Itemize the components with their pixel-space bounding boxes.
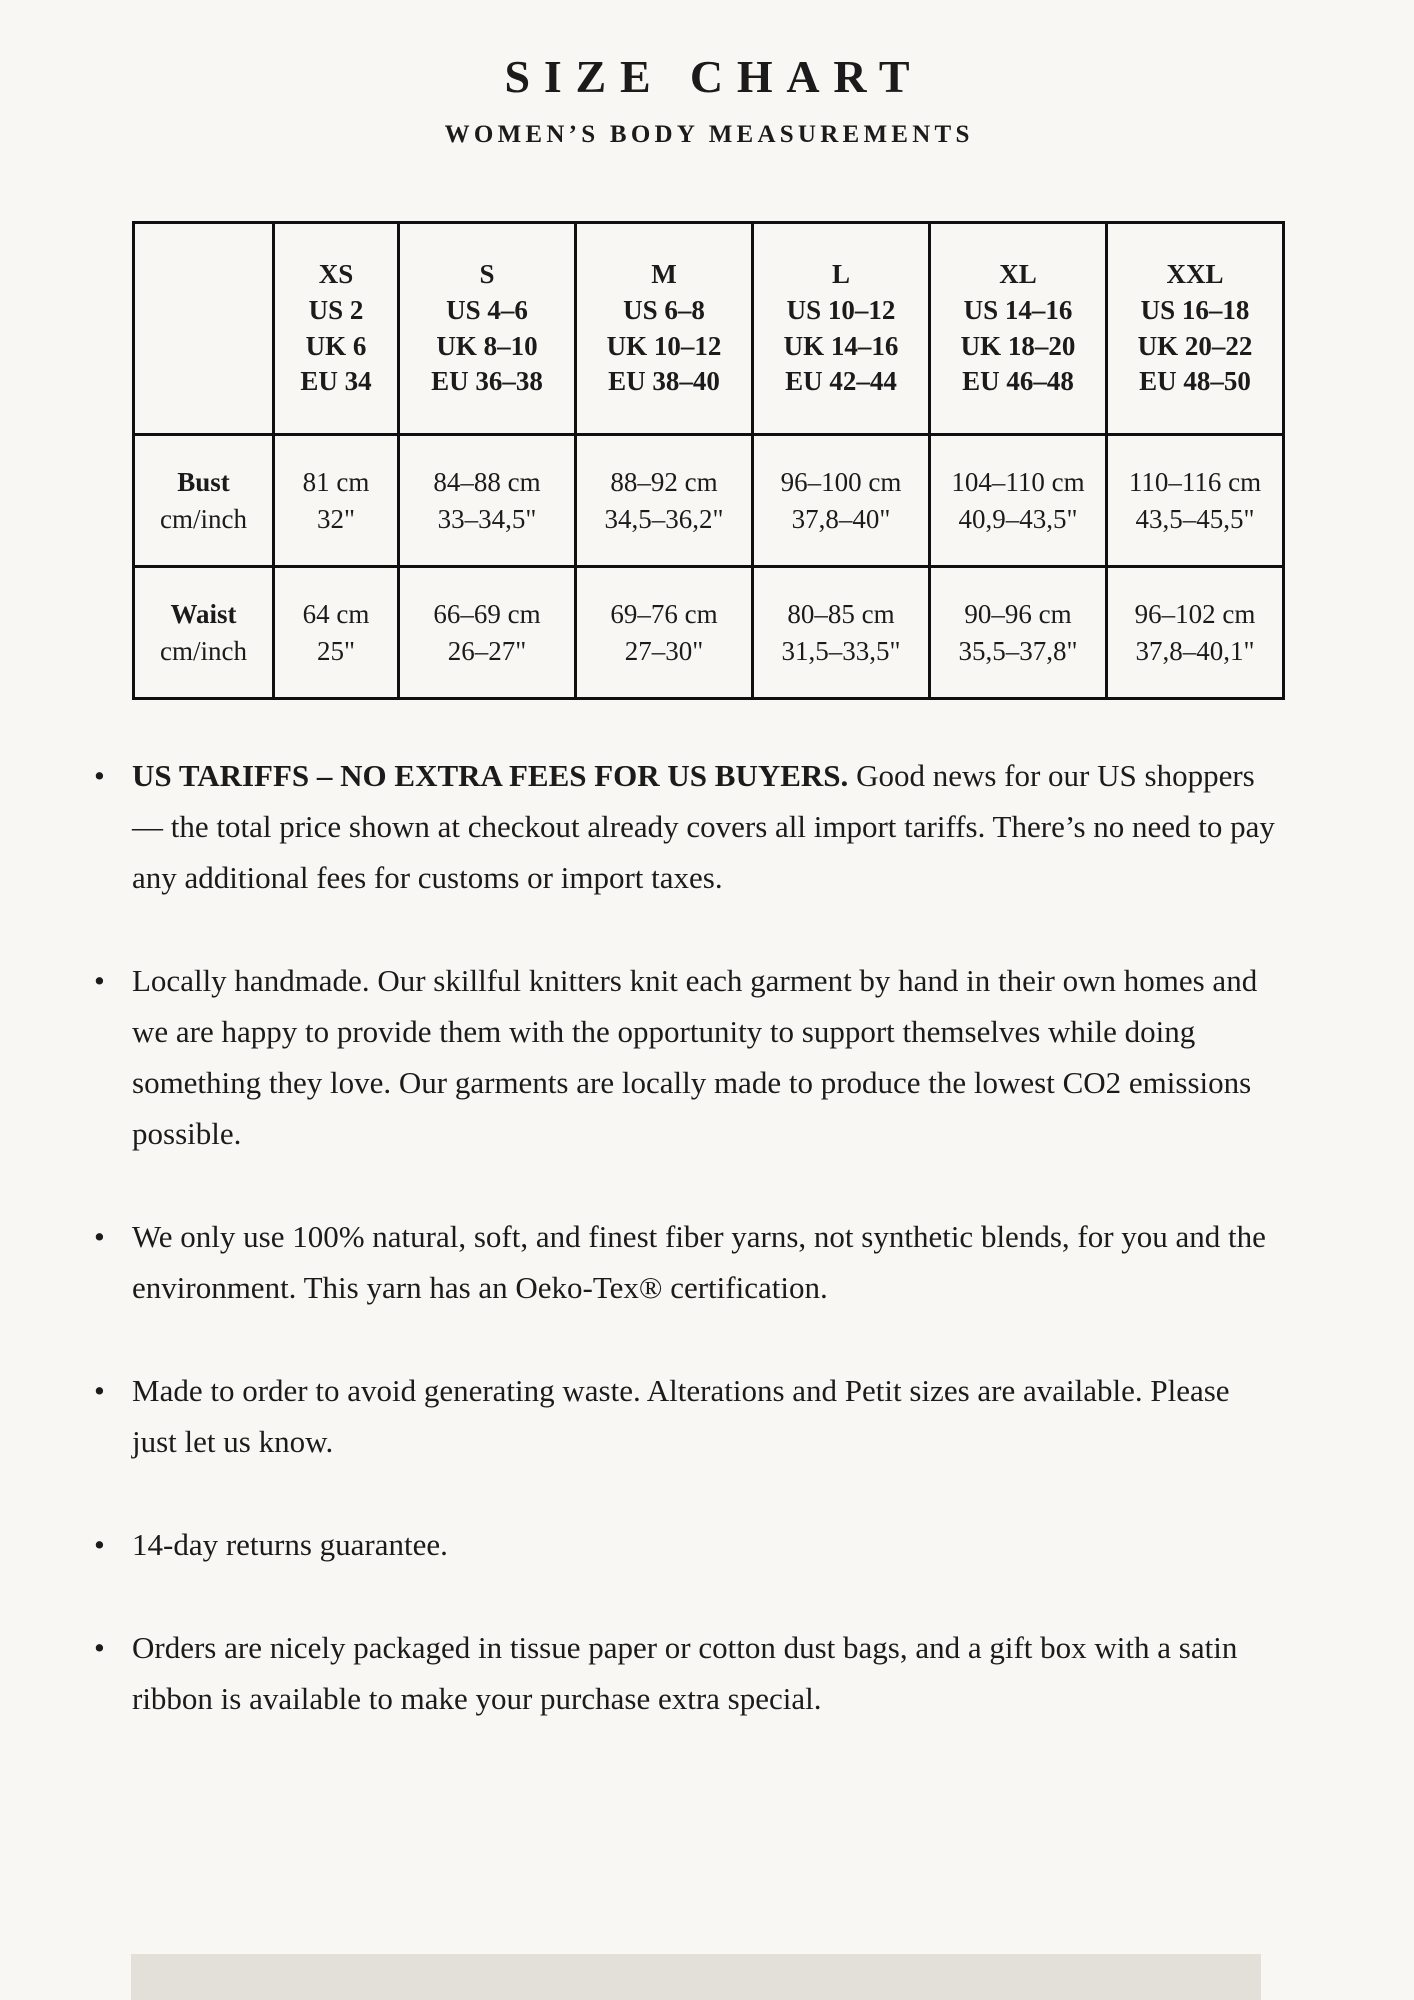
size-uk: UK 20–22 — [1137, 330, 1253, 361]
waist-cell-m — [576, 567, 753, 699]
bullet-made-to-order — [94, 1365, 1282, 1467]
column-header-xl — [930, 223, 1107, 435]
next-section-strip — [131, 1954, 1261, 2000]
column-header-l — [753, 223, 930, 435]
size-name: XS — [318, 259, 354, 290]
page-content — [94, 0, 1282, 1724]
bust-cell-xs — [274, 435, 399, 567]
bullet-locally-handmade — [94, 955, 1282, 1159]
waist-cell-s — [399, 567, 576, 699]
value-cm: 66–69 cm — [433, 599, 541, 630]
waist-cell-xl — [930, 567, 1107, 699]
row-unit: cm/inch — [160, 503, 247, 534]
column-header-m — [576, 223, 753, 435]
value-cm: 96–102 cm — [1134, 599, 1256, 630]
size-us: US 6–8 — [623, 294, 705, 325]
bust-cell-l — [753, 435, 930, 567]
value-cm: 80–85 cm — [787, 599, 895, 630]
bullet-icon: • — [94, 1219, 105, 1254]
row-label: Waist — [170, 599, 237, 630]
size-name: L — [831, 259, 850, 290]
bullet-icon: • — [94, 1527, 105, 1562]
value-cm: 90–96 cm — [964, 599, 1072, 630]
row-label: Bust — [177, 467, 230, 498]
value-inch: 40,9–43,5" — [958, 503, 1078, 534]
waist-cell-xxl — [1107, 567, 1284, 699]
size-uk: UK 6 — [305, 330, 367, 361]
waist-cell-l — [753, 567, 930, 699]
size-name: XL — [999, 259, 1037, 290]
table-header-row — [134, 223, 1284, 435]
page-title: SIZE CHART — [504, 51, 924, 102]
size-uk: UK 14–16 — [783, 330, 899, 361]
size-uk: UK 8–10 — [436, 330, 538, 361]
bullet-icon: • — [94, 1630, 105, 1665]
bullet-us-tariffs — [94, 750, 1282, 903]
size-name: S — [479, 259, 495, 290]
bust-cell-xxl — [1107, 435, 1284, 567]
size-us: US 14–16 — [963, 294, 1073, 325]
size-eu: EU 48–50 — [1139, 366, 1251, 397]
value-cm: 104–110 cm — [951, 467, 1085, 498]
bullet-icon: • — [94, 963, 105, 998]
size-name: XXL — [1166, 259, 1224, 290]
corner-cell — [134, 223, 274, 435]
size-eu: EU 46–48 — [962, 366, 1074, 397]
size-eu: EU 34 — [300, 366, 372, 397]
value-inch: 37,8–40,1" — [1135, 635, 1255, 666]
value-inch: 37,8–40" — [791, 503, 891, 534]
value-inch: 34,5–36,2" — [604, 503, 724, 534]
value-inch: 43,5–45,5" — [1135, 503, 1255, 534]
value-inch: 35,5–37,8" — [958, 635, 1078, 666]
bullet-text: Made to order to avoid generating waste. Alterations and Petit sizes are available. Please just let us know. — [132, 1373, 1230, 1459]
value-inch: 32" — [316, 503, 356, 534]
column-header-xs — [274, 223, 399, 435]
bullet-icon: • — [94, 1373, 105, 1408]
bust-cell-s — [399, 435, 576, 567]
size-chart-table — [132, 221, 1285, 700]
bust-cell-m — [576, 435, 753, 567]
value-inch: 26–27" — [447, 635, 527, 666]
value-inch: 33–34,5" — [437, 503, 537, 534]
size-eu: EU 36–38 — [431, 366, 543, 397]
bullet-lead: US TARIFFS – NO EXTRA FEES FOR US BUYERS. — [132, 758, 849, 793]
value-inch: 31,5–33,5" — [781, 635, 901, 666]
value-cm: 64 cm — [302, 599, 370, 630]
value-cm: 69–76 cm — [610, 599, 718, 630]
size-us: US 10–12 — [786, 294, 896, 325]
bullet-text: 14-day returns guarantee. — [132, 1527, 448, 1562]
value-inch: 25" — [316, 635, 356, 666]
bullet-returns-guarantee — [94, 1519, 1282, 1570]
bust-cell-xl — [930, 435, 1107, 567]
size-us: US 16–18 — [1140, 294, 1250, 325]
size-us: US 4–6 — [446, 294, 528, 325]
size-uk: UK 18–20 — [960, 330, 1076, 361]
value-cm: 81 cm — [302, 467, 370, 498]
row-unit: cm/inch — [160, 635, 247, 666]
row-header-bust — [134, 435, 274, 567]
table-row-bust — [134, 435, 1284, 567]
column-header-xxl — [1107, 223, 1284, 435]
size-name: M — [651, 259, 677, 290]
row-header-waist — [134, 567, 274, 699]
bullet-text: Orders are nicely packaged in tissue paper or cotton dust bags, and a gift box with a satin ribbon is available to make your purchase extra special. — [132, 1630, 1238, 1716]
size-uk: UK 10–12 — [606, 330, 722, 361]
bullet-icon: • — [94, 758, 105, 793]
value-cm: 110–116 cm — [1128, 467, 1262, 498]
bullet-text: Locally handmade. Our skillful knitters knit each garment by hand in their own homes and we are happy to provide them with the opportunity to support themselves while doing something they love. Our garments are locally made to produce the lowest CO2 emissions possible. — [132, 963, 1258, 1151]
page-subtitle: WOMEN’S BODY MEASUREMENTS — [444, 121, 974, 148]
size-us: US 2 — [308, 294, 364, 325]
bullet-text: Good news for our US shoppers — the total price shown at checkout already covers all import tariffs. There’s no need to pay any additional fees for customs or import taxes. — [132, 758, 1275, 895]
value-cm: 96–100 cm — [780, 467, 902, 498]
bullet-text: We only use 100% natural, soft, and finest fiber yarns, not synthetic blends, for you and the environment. This yarn has an Oeko-Tex® certification. — [132, 1219, 1266, 1305]
bullet-packaging — [94, 1622, 1282, 1724]
waist-cell-xs — [274, 567, 399, 699]
bullet-natural-yarns — [94, 1211, 1282, 1313]
table-row-waist — [134, 567, 1284, 699]
size-eu: EU 38–40 — [608, 366, 720, 397]
column-header-s — [399, 223, 576, 435]
value-cm: 88–92 cm — [610, 467, 718, 498]
value-cm: 84–88 cm — [433, 467, 541, 498]
size-eu: EU 42–44 — [785, 366, 897, 397]
value-inch: 27–30" — [624, 635, 704, 666]
info-bullet-list — [94, 750, 1282, 1724]
